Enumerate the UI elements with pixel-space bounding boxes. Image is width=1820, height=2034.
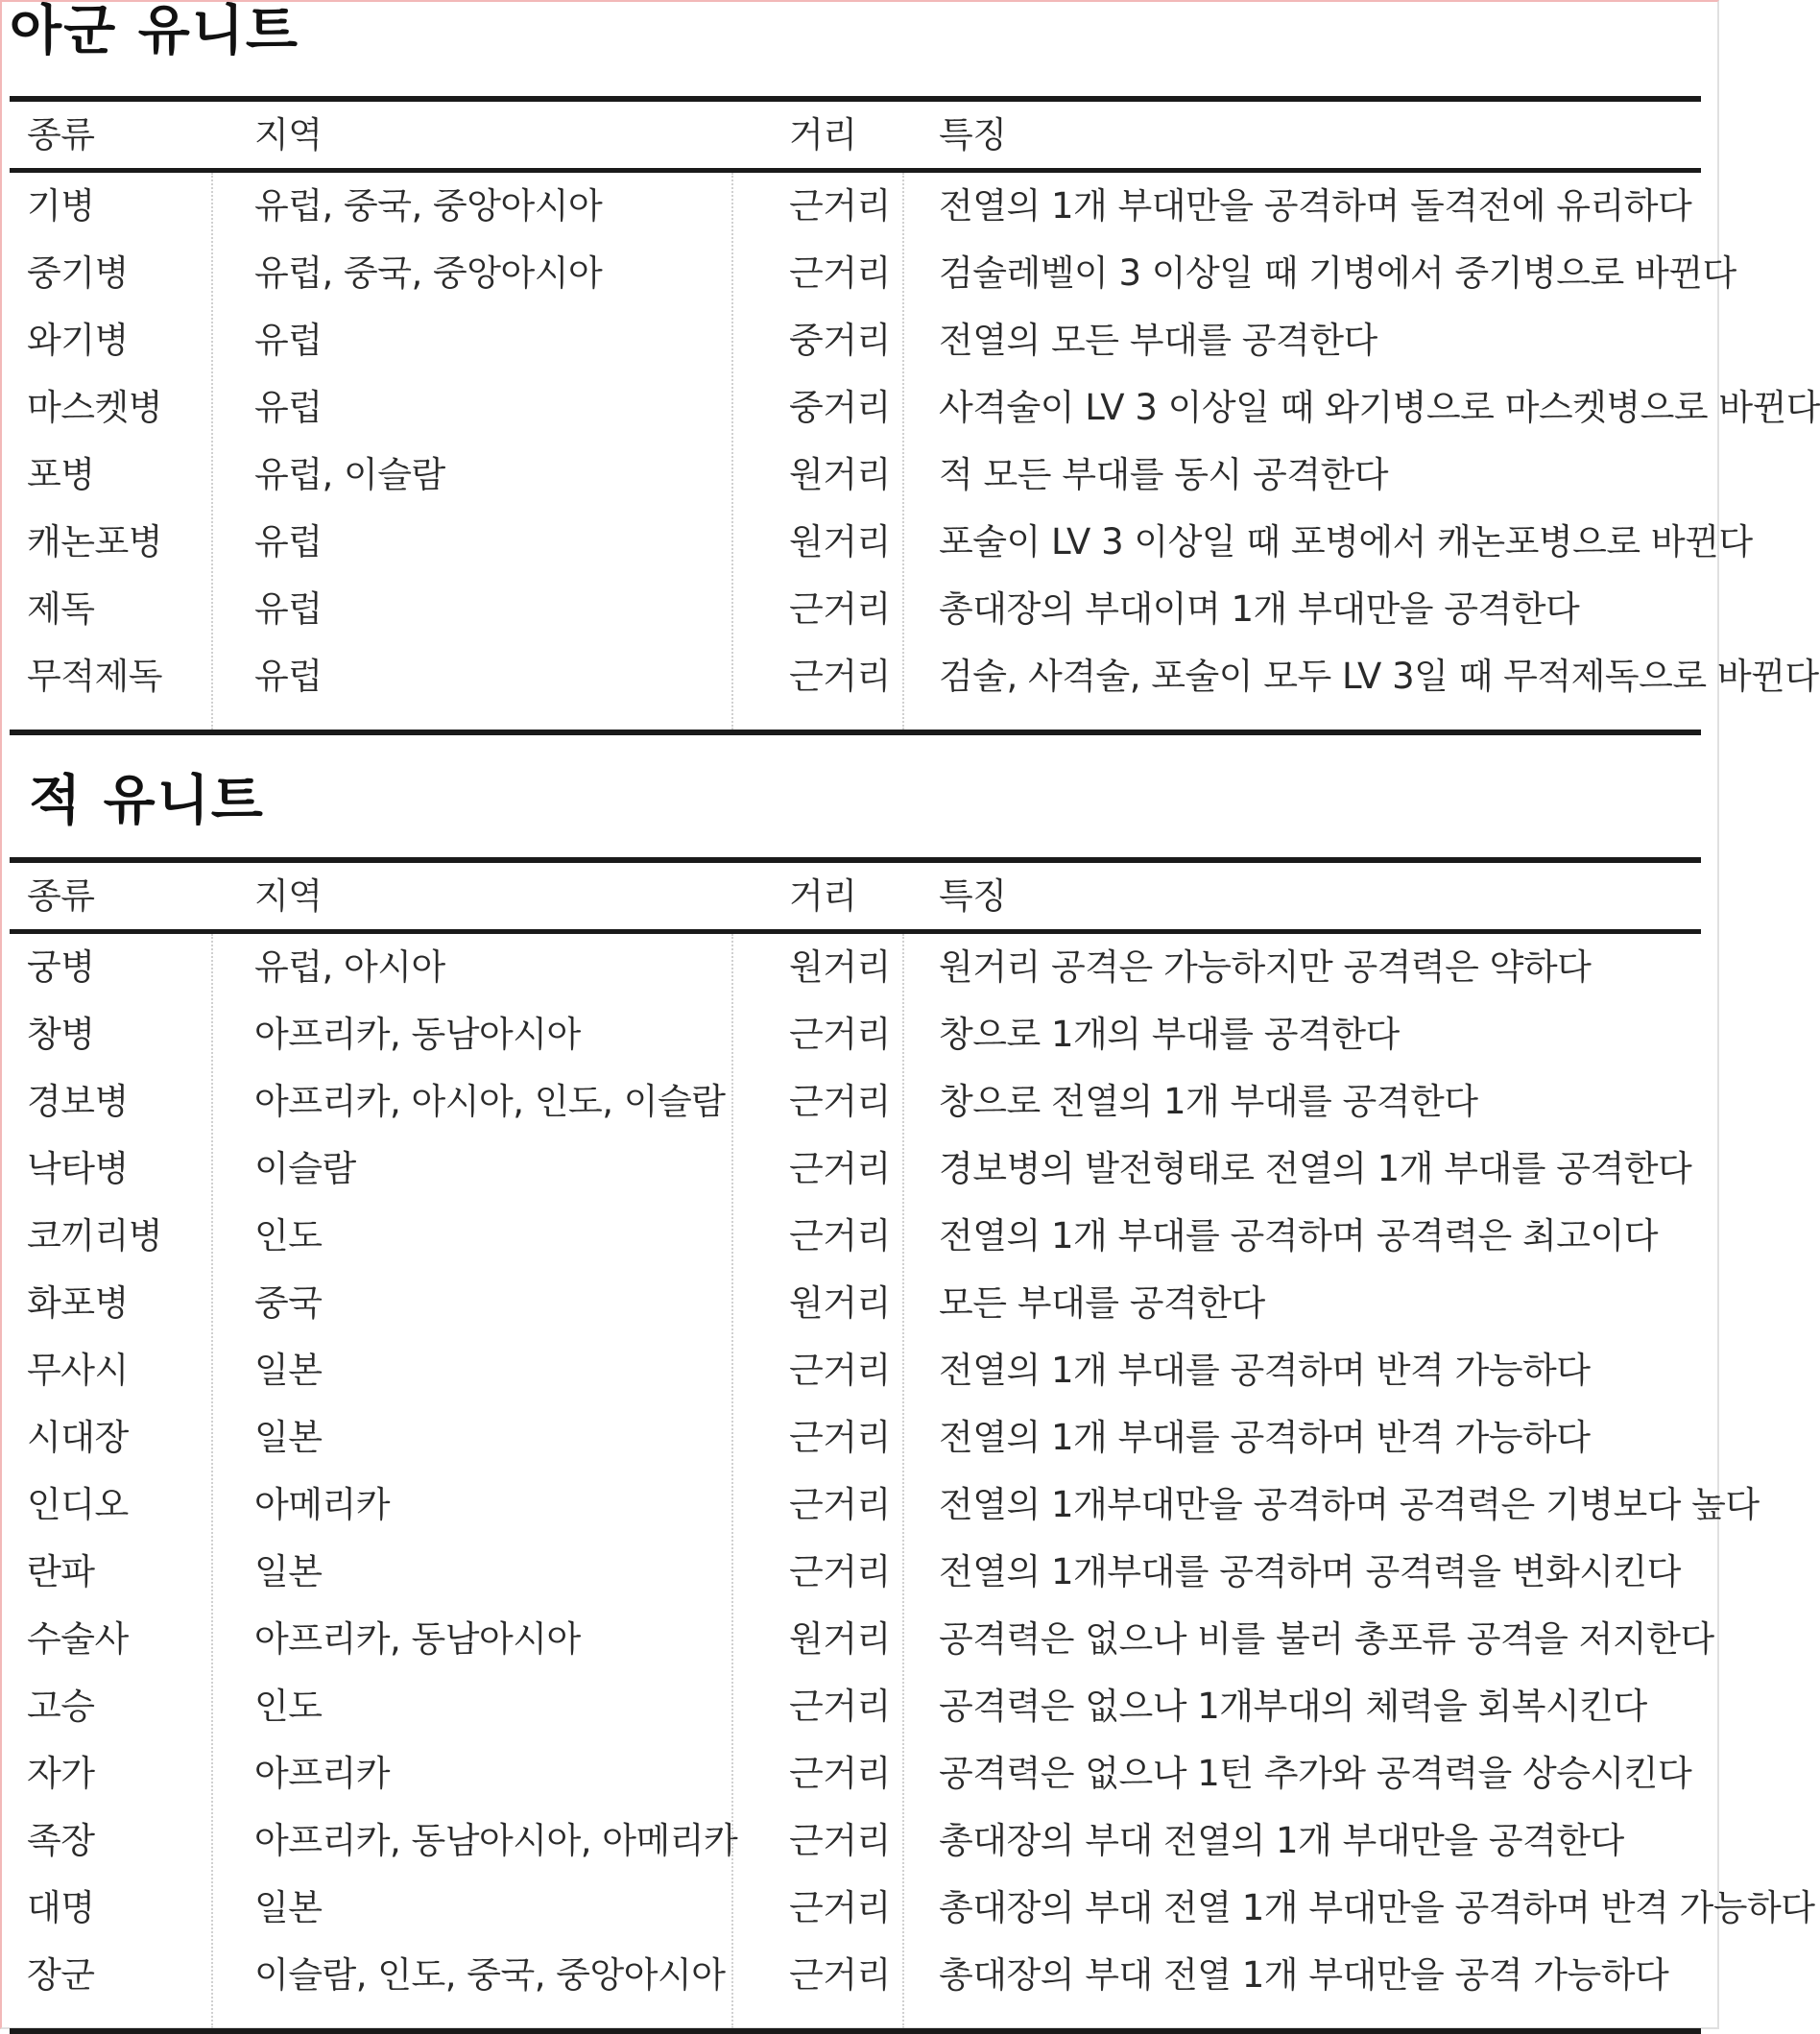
cell-region: 유럽: [254, 320, 323, 361]
table-body: [10, 173, 1820, 730]
table-row: [10, 1337, 1701, 1404]
header-kind: 종류: [27, 875, 95, 917]
table-row: [10, 1472, 1760, 1539]
table-bottom-space: [10, 710, 1701, 730]
table-row: [10, 509, 1753, 576]
column-divider: [902, 934, 904, 2028]
cell-feature: 창으로 1개의 부대를 공격한다: [939, 1014, 1400, 1055]
cell-range: 근거리: [789, 1014, 891, 1055]
cell-feature: 검술, 사격술, 포술이 모두 LV 3일 때 무적제독으로 바뀐다: [939, 656, 1819, 697]
cell-region: 아프리카, 동남아시아: [254, 1014, 581, 1055]
cell-region: 유럽: [254, 588, 323, 630]
cell-range: 원거리: [789, 454, 891, 495]
cell-feature: 전열의 1개 부대를 공격하며 반격 가능하다: [939, 1417, 1591, 1458]
table-row: [10, 934, 1701, 1001]
cell-region: 일본: [254, 1551, 323, 1592]
table-body: [10, 934, 1815, 2028]
cell-region: 아프리카: [254, 1753, 390, 1794]
cell-feature: 전열의 1개부대만을 공격하며 공격력은 기병보다 높다: [939, 1484, 1760, 1525]
table-row: [10, 576, 1701, 643]
cell-range: 근거리: [789, 656, 891, 697]
column-divider: [902, 173, 904, 730]
cell-range: 근거리: [789, 1753, 891, 1794]
cell-region: 일본: [254, 1417, 323, 1458]
table-row: [10, 1203, 1701, 1270]
cell-range: 중거리: [789, 387, 891, 428]
cell-feature: 총대장의 부대 전열의 1개 부대만을 공격한다: [939, 1820, 1624, 1861]
column-divider: [731, 934, 733, 2028]
cell-region: 유럽: [254, 656, 323, 697]
header-row: [10, 102, 1701, 168]
table-row: [10, 307, 1701, 374]
cell-kind: 와기병: [27, 320, 129, 361]
cell-range: 근거리: [789, 252, 891, 294]
cell-region: 유럽, 중국, 중앙아시아: [254, 185, 603, 227]
cell-region: 이슬람: [254, 1148, 356, 1189]
cell-range: 원거리: [789, 1618, 891, 1660]
cell-range: 근거리: [789, 1350, 891, 1391]
cell-range: 원거리: [789, 946, 891, 988]
table-row: [10, 1875, 1815, 1942]
cell-kind: 인디오: [27, 1484, 129, 1525]
cell-feature: 공격력은 없으나 비를 불러 총포류 공격을 저지한다: [939, 1618, 1714, 1660]
cell-region: 유럽: [254, 387, 323, 428]
cell-region: 유럽, 이슬람: [254, 454, 445, 495]
cell-region: 아프리카, 동남아시아: [254, 1618, 581, 1660]
cell-range: 근거리: [789, 1081, 891, 1122]
cell-feature: 전열의 1개부대를 공격하며 공격력을 변화시킨다: [939, 1551, 1681, 1592]
cell-feature: 총대장의 부대 전열 1개 부대만을 공격하며 반격 가능하다: [939, 1887, 1815, 1928]
cell-kind: 무적제독: [27, 656, 162, 697]
cell-feature: 전열의 1개 부대를 공격하며 공격력은 최고이다: [939, 1215, 1658, 1256]
table-bottom-rule: [10, 730, 1701, 735]
cell-region: 이슬람, 인도, 중국, 중앙아시아: [254, 1954, 726, 1996]
cell-range: 근거리: [789, 1551, 891, 1592]
cell-feature: 적 모든 부대를 동시 공격한다: [939, 454, 1388, 495]
column-divider: [211, 173, 213, 730]
cell-kind: 창병: [27, 1014, 95, 1055]
cell-feature: 전열의 모든 부대를 공격한다: [939, 320, 1377, 361]
cell-feature: 전열의 1개 부대만을 공격하며 돌격전에 유리하다: [939, 185, 1692, 227]
table-row: [10, 442, 1701, 509]
table-row: [10, 1270, 1701, 1337]
cell-feature: 경보병의 발전형태로 전열의 1개 부대를 공격한다: [939, 1148, 1692, 1189]
table-bottom-rule: [10, 2028, 1701, 2034]
header-kind: 종류: [27, 114, 95, 156]
table-row: [10, 374, 1820, 442]
cell-feature: 공격력은 없으나 1턴 추가와 공격력을 상승시킨다: [939, 1753, 1692, 1794]
cell-feature: 총대장의 부대이며 1개 부대만을 공격한다: [939, 588, 1580, 630]
header-row: [10, 863, 1701, 929]
cell-kind: 시대장: [27, 1417, 129, 1458]
header-feature: 특징: [939, 875, 1007, 917]
column-divider: [731, 173, 733, 730]
cell-region: 일본: [254, 1350, 323, 1391]
cell-range: 근거리: [789, 1820, 891, 1861]
cell-region: 인도: [254, 1215, 323, 1256]
cell-kind: 낙타병: [27, 1148, 129, 1189]
cell-range: 근거리: [789, 185, 891, 227]
cell-range: 근거리: [789, 1148, 891, 1189]
cell-range: 근거리: [789, 1215, 891, 1256]
cell-range: 중거리: [789, 320, 891, 361]
cell-kind: 화포병: [27, 1282, 129, 1324]
table-row: [10, 173, 1701, 240]
table-row: [10, 240, 1736, 307]
header-feature: 특징: [939, 114, 1007, 156]
cell-feature: 전열의 1개 부대를 공격하며 반격 가능하다: [939, 1350, 1591, 1391]
cell-range: 원거리: [789, 1282, 891, 1324]
header-range: 거리: [789, 875, 857, 917]
cell-region: 중국: [254, 1282, 323, 1324]
cell-kind: 무사시: [27, 1350, 129, 1391]
cell-range: 근거리: [789, 1417, 891, 1458]
cell-range: 근거리: [789, 588, 891, 630]
table-row: [10, 1807, 1701, 1875]
cell-range: 근거리: [789, 1686, 891, 1727]
cell-region: 유럽, 중국, 중앙아시아: [254, 252, 603, 294]
table-row: [10, 1068, 1701, 1136]
table-row: [10, 1001, 1701, 1068]
cell-range: 근거리: [789, 1484, 891, 1525]
cell-kind: 경보병: [27, 1081, 129, 1122]
enemy-units-title: 적 유니트: [29, 770, 265, 832]
cell-region: 아프리카, 동남아시아, 아메리카: [254, 1820, 738, 1861]
table-row: [10, 1136, 1701, 1203]
table-row: [10, 1740, 1701, 1807]
enemy-units-table: [10, 857, 1815, 2034]
cell-region: 유럽: [254, 521, 323, 562]
cell-kind: 자가: [27, 1753, 95, 1794]
cell-feature: 공격력은 없으나 1개부대의 체력을 회복시킨다: [939, 1686, 1647, 1727]
cell-range: 근거리: [789, 1954, 891, 1996]
column-divider: [211, 934, 213, 2028]
cell-region: 아메리카: [254, 1484, 390, 1525]
cell-feature: 원거리 공격은 가능하지만 공격력은 약하다: [939, 946, 1592, 988]
cell-feature: 총대장의 부대 전열 1개 부대만을 공격 가능하다: [939, 1954, 1669, 1996]
table-row: [10, 1942, 1701, 2009]
table-row: [10, 1404, 1701, 1472]
cell-kind: 마스켓병: [27, 387, 162, 428]
cell-range: 근거리: [789, 1887, 891, 1928]
cell-kind: 캐논포병: [27, 521, 162, 562]
table-row: [10, 1673, 1701, 1740]
cell-region: 아프리카, 아시아, 인도, 이슬람: [254, 1081, 726, 1122]
cell-region: 일본: [254, 1887, 323, 1928]
cell-region: 유럽, 아시아: [254, 946, 445, 988]
cell-kind: 족장: [27, 1820, 95, 1861]
table-bottom-space: [10, 2009, 1701, 2028]
table-row: [10, 1606, 1714, 1673]
cell-kind: 코끼리병: [27, 1215, 162, 1256]
table-row: [10, 1539, 1701, 1606]
cell-kind: 란파: [27, 1551, 95, 1592]
cell-kind: 수술사: [27, 1618, 129, 1660]
ally-units-title: 아군 유니트: [10, 0, 299, 62]
cell-kind: 대명: [27, 1887, 95, 1928]
cell-kind: 장군: [27, 1954, 95, 1996]
cell-kind: 중기병: [27, 252, 129, 294]
cell-feature: 모든 부대를 공격한다: [939, 1282, 1265, 1324]
header-region: 지역: [254, 114, 323, 156]
cell-kind: 고승: [27, 1686, 95, 1727]
header-region: 지역: [254, 875, 323, 917]
table-row: [10, 643, 1819, 710]
cell-kind: 제독: [27, 588, 95, 630]
cell-kind: 궁병: [27, 946, 95, 988]
cell-kind: 포병: [27, 454, 95, 495]
ally-units-table: [10, 96, 1820, 735]
cell-feature: 창으로 전열의 1개 부대를 공격한다: [939, 1081, 1478, 1122]
cell-feature: 사격술이 LV 3 이상일 때 와기병으로 마스켓병으로 바뀐다: [939, 387, 1820, 428]
cell-range: 원거리: [789, 521, 891, 562]
cell-region: 인도: [254, 1686, 323, 1727]
cell-kind: 기병: [27, 185, 95, 227]
header-range: 거리: [789, 114, 857, 156]
cell-feature: 포술이 LV 3 이상일 때 포병에서 캐논포병으로 바뀐다: [939, 521, 1753, 562]
cell-feature: 검술레벨이 3 이상일 때 기병에서 중기병으로 바뀐다: [939, 252, 1736, 294]
